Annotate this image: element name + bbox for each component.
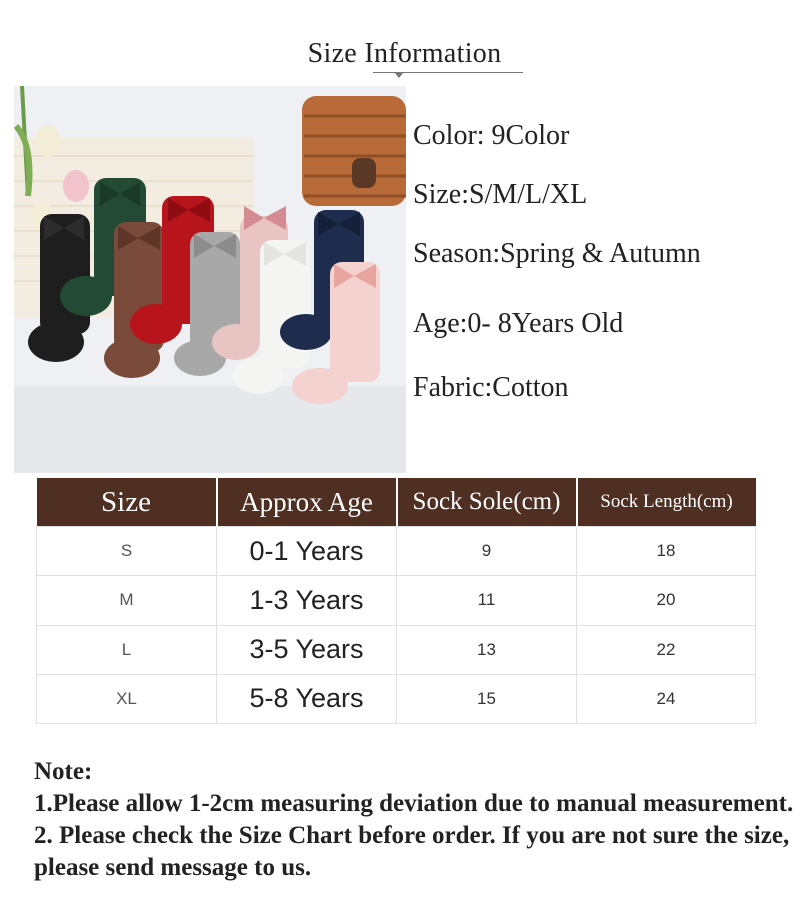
table-header-row [37, 478, 756, 527]
table-row [37, 674, 756, 723]
cell-length: 20 [577, 576, 756, 625]
cell-size: L [37, 625, 217, 674]
spec-season: Season:Spring & Autumn [413, 238, 701, 269]
cell-size: M [37, 576, 217, 625]
cell-length: 22 [577, 625, 756, 674]
cell-sole: 13 [397, 625, 577, 674]
cell-age: 0-1 Years [217, 527, 397, 576]
table-row [37, 527, 756, 576]
header-approx-age: Approx Age [217, 478, 397, 527]
cell-sole: 11 [397, 576, 577, 625]
socks-illustration [14, 86, 406, 473]
spec-color: Color: 9Color [413, 120, 570, 151]
cell-age: 1-3 Years [217, 576, 397, 625]
cell-sole: 9 [397, 527, 577, 576]
header-sock-sole: Sock Sole(cm) [397, 478, 577, 527]
cell-size: S [37, 527, 217, 576]
cell-length: 18 [577, 527, 756, 576]
wicker-basket [302, 96, 406, 206]
cell-size: XL [37, 674, 217, 723]
header-size: Size [37, 478, 217, 527]
note-line-1: 1.Please allow 1-2cm measuring deviation due to manual measurement. [34, 790, 794, 817]
notes-section [34, 756, 794, 884]
cell-sole: 15 [397, 674, 577, 723]
note-line-2: 2. Please check the Size Chart before order. If you are not sure the size, please send message to us. [34, 822, 790, 881]
table-row [37, 625, 756, 674]
page-title: Size Information [307, 38, 502, 69]
product-photo [14, 86, 406, 473]
spec-age: Age:0- 8Years Old [413, 308, 624, 339]
cell-age: 5-8 Years [217, 674, 397, 723]
spec-size: Size:S/M/L/XL [413, 179, 588, 210]
table-row [37, 576, 756, 625]
header-sock-length: Sock Length(cm) [577, 478, 756, 527]
cell-age: 3-5 Years [217, 625, 397, 674]
size-chart-table [36, 478, 756, 724]
notes-heading: Note: [34, 758, 93, 785]
cell-length: 24 [577, 674, 756, 723]
spec-fabric: Fabric:Cotton [413, 372, 569, 403]
title-tick [394, 72, 404, 78]
